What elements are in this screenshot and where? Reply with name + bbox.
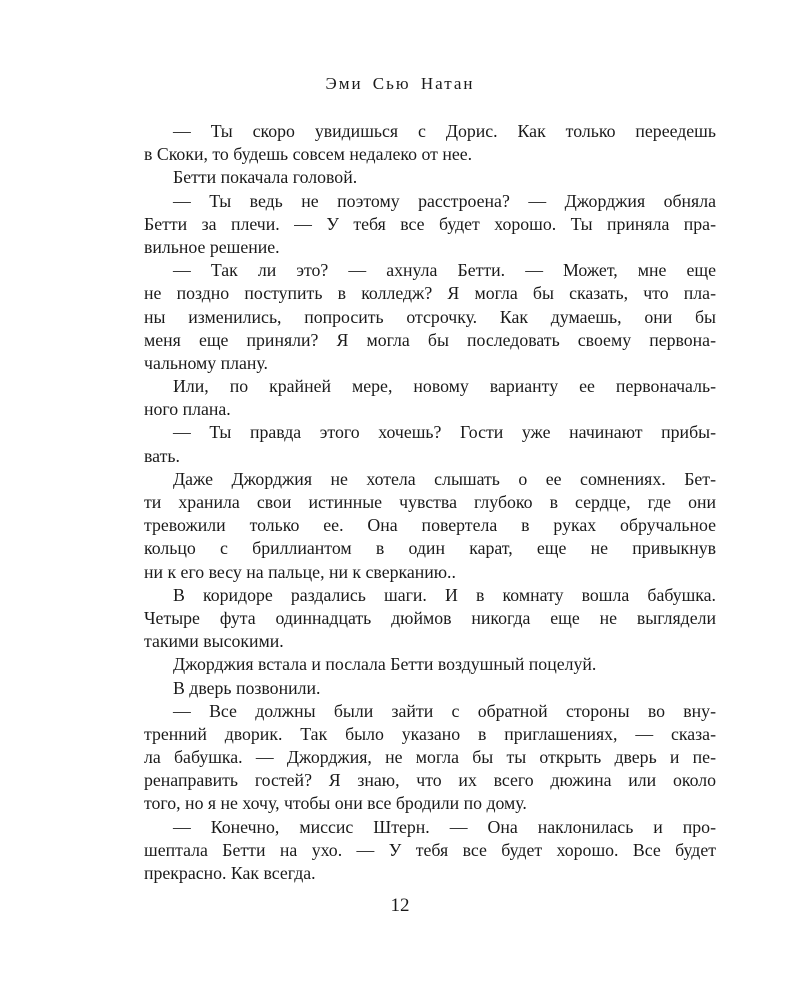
text-line: того, но я не хочу, чтобы они все бродили по дому. (144, 793, 527, 814)
text-line: Джорджия встала и послала Бетти воздушный поцелуй. (173, 654, 597, 675)
text-line: меня еще приняли? Я могла бы последовать своему первона- (144, 329, 716, 350)
text-line: кольцо с бриллиантом в один карат, еще не привыкнув (144, 538, 716, 559)
text-line: ны изменились, попросить отсрочку. Как думаешь, они бы (144, 306, 716, 327)
text-line: в Скоки, то будешь совсем недалеко от нее. (144, 144, 473, 165)
text-line: прекрасно. Как всегда. (144, 863, 316, 883)
text-line: шептала Бетти на ухо. — У тебя все будет хорошо. Все будет (144, 839, 716, 860)
text-line: — Ты правда этого хочешь? Гости уже начинают прибы- (173, 422, 716, 443)
running-header: Эми Сью Натан (325, 74, 475, 93)
text-line: Бетти покачала головой. (173, 167, 358, 188)
text-line: В дверь позвонили. (173, 677, 321, 698)
text-line: — Ты ведь не поэтому расстроена? — Джорджия обняла (173, 190, 716, 211)
text-line: ла бабушка. — Джорджия, не могла бы ты открыть дверь и пе- (144, 747, 716, 768)
text-line: В коридоре раздались шаги. И в комнату вошла бабушка. (173, 584, 716, 605)
text-line: ти хранила свои истинные чувства глубоко в сердце, где они (144, 492, 716, 512)
text-line: Даже Джорджия не хотела слышать о ее сомнениях. Бет- (173, 468, 716, 489)
text-line: не поздно поступить в колледж? Я могла бы сказать, что пла- (144, 283, 716, 304)
text-line: — Все должны были зайти с обратной стороны во вну- (173, 700, 716, 721)
text-line: чальному плану. (144, 352, 268, 373)
text-line: тревожили только ее. Она повертела в руках обручальное (144, 515, 716, 536)
text-line: — Так ли это? — ахнула Бетти. — Может, мне еще (173, 260, 716, 281)
text-line: вильное решение. (144, 236, 280, 257)
text-line: ного плана. (144, 399, 231, 420)
text-line: такими высокими. (144, 631, 284, 652)
text-line: тренний дворик. Так было указано в приглашениях, — сказа- (144, 723, 716, 744)
text-line: ренаправить гостей? Я знаю, что их всего дюжина или около (144, 770, 716, 791)
text-line: Бетти за плечи. — У тебя все будет хорошо. Ты приняла пра- (144, 213, 716, 234)
text-line: — Ты скоро увидишься с Дорис. Как только переедешь (173, 121, 716, 141)
text-line: ни к его весу на пальце, ни к сверканию.. (144, 561, 456, 582)
body-text (144, 120, 716, 885)
text-line: Четыре фута одиннадцать дюймов никогда еще не выглядели (144, 607, 716, 628)
text-line: вать. (144, 445, 180, 466)
text-line: Или, по крайней мере, новому варианту ее первоначаль- (173, 376, 716, 397)
text-line: — Конечно, миссис Штерн. — Она наклонилась и про- (173, 816, 716, 837)
page-number: 12 (390, 895, 410, 916)
